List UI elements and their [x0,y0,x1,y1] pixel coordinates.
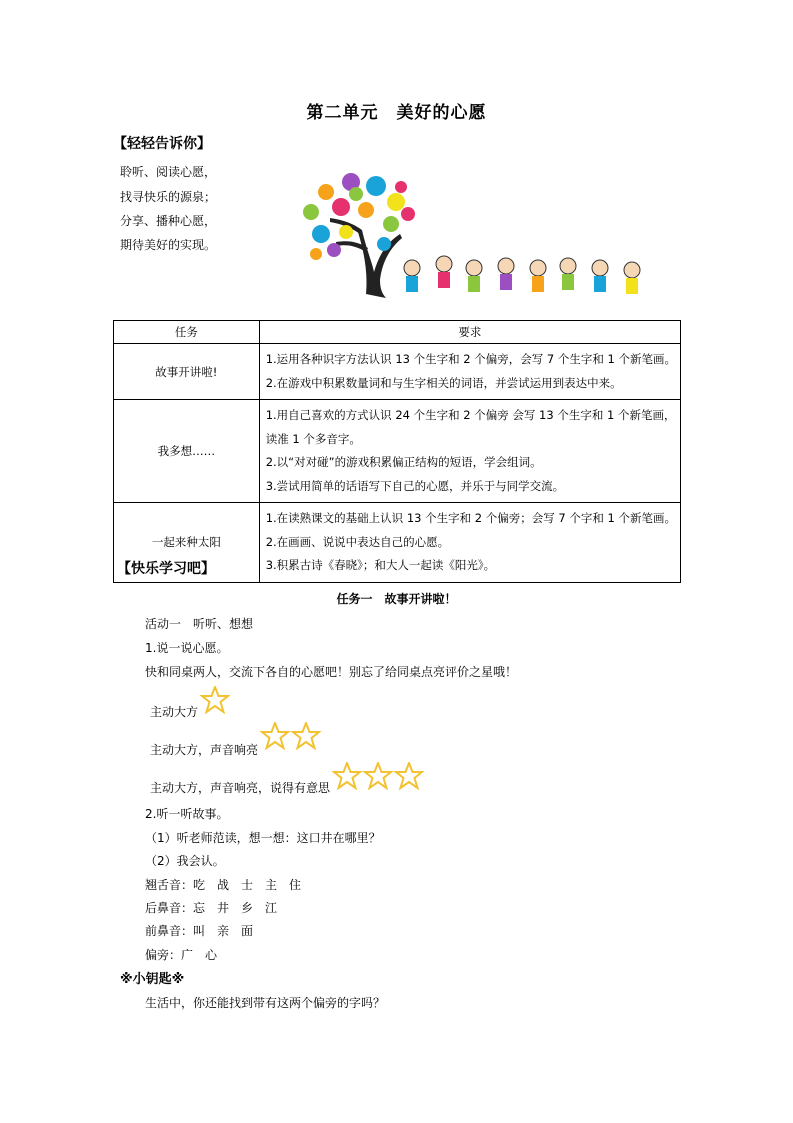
requirement-line: 1.运用各种识字方法认识 13 个生字和 2 个偏旁，会写 7 个生字和 1 个新笔画。 [265,352,676,366]
task-name-cell: 一起来种太阳 [114,503,260,583]
star-icon [200,686,230,714]
sound-label: 翘舌音： [145,878,194,892]
requirement-line: 1.用自己喜欢的方式认识 24 个生字和 2 个偏旁 会写 13 个生字和 1 个新笔画， [265,408,676,422]
section-heading-learning: 【快乐学习吧】 [117,561,215,577]
item-description: 快和同桌两人，交流下各自的心愿吧！别忘了给同桌点亮评价之星哦！ [145,665,518,679]
requirement-cell [259,400,680,503]
requirement-line: 2.在画画、说说中表达自己的心愿。 [265,534,450,549]
sound-chars: 忘 井 乡 江 [193,901,278,915]
evaluation-criterion: 主动大方 [150,705,199,719]
intro-line: 分享、播种心愿， [120,214,217,228]
item-heading: 1.说一说心愿。 [145,641,229,655]
requirement-line: 2.在游戏中积累数量词和与生字相关的词语，并尝试运用到表达中来。 [265,375,622,390]
page-title: 第二单元 美好的心愿 [306,103,487,123]
requirement-line: 1.在读熟课文的基础上认识 13 个生字和 2 个偏旁；会写 7 个字和 1 个新笔画。 [265,511,676,525]
sound-row [145,922,253,939]
sound-row [145,876,301,893]
sound-chars: 广 心 [181,948,218,962]
key-title: ※小钥匙※ [120,972,185,987]
sound-label: 偏旁： [145,948,182,962]
sound-row [145,946,217,963]
requirement-cell [259,344,680,400]
evaluation-criterion: 主动大方，声音响亮，说得有意思 [150,781,331,795]
children-icon [404,256,640,294]
requirement-line: 3.积累古诗《春晓》；和大人一起读《阳光》。 [265,558,496,572]
table-header-row [114,321,681,344]
intro-line: 期待美好的实现。 [120,238,217,252]
star-icon [332,762,424,790]
task-requirements-table [113,320,681,583]
task-title: 任务一 故事开讲啦！ [336,592,457,606]
evaluation-criterion: 主动大方，声音响亮 [150,743,259,757]
table-header-cell: 任务 [114,321,260,344]
sub-item: （1）听老师范读，想一想：这口井在哪里？ [145,831,381,845]
task-name-cell: 我多想…… [114,400,260,503]
sound-chars: 吃 战 士 主 住 [193,878,302,892]
requirement-line: 3.尝试用简单的话语写下自己的心愿，并乐于与同学交流。 [265,478,565,493]
section-heading-intro: 【轻轻告诉你】 [113,136,211,152]
activity-title: 活动一 听听、想想 [145,617,254,631]
sound-row [145,899,277,916]
intro-line: 找寻快乐的源泉； [120,190,217,204]
table-row [114,400,681,503]
sub-item: （2）我会认。 [145,854,225,868]
requirement-line: 读准 1 个多音字。 [265,431,361,446]
table-header-cell: 要求 [259,321,680,344]
star-icon [260,722,322,750]
sound-label: 前鼻音： [145,924,194,938]
heart-tree-children-illustration [296,162,676,322]
table-row [114,344,681,400]
task-name-cell: 故事开讲啦! [114,344,260,400]
sound-chars: 叫 亲 面 [193,924,254,938]
sound-label: 后鼻音： [145,901,194,915]
key-text: 生活中，你还能找到带有这两个偏旁的字吗？ [145,996,386,1010]
requirement-line: 2.以“对对碰”的游戏积累偏正结构的短语，学会组词。 [265,455,542,469]
intro-line: 聆听、阅读心愿， [120,165,217,179]
item-heading: 2.听一听故事。 [145,807,229,821]
requirement-cell [259,503,680,583]
